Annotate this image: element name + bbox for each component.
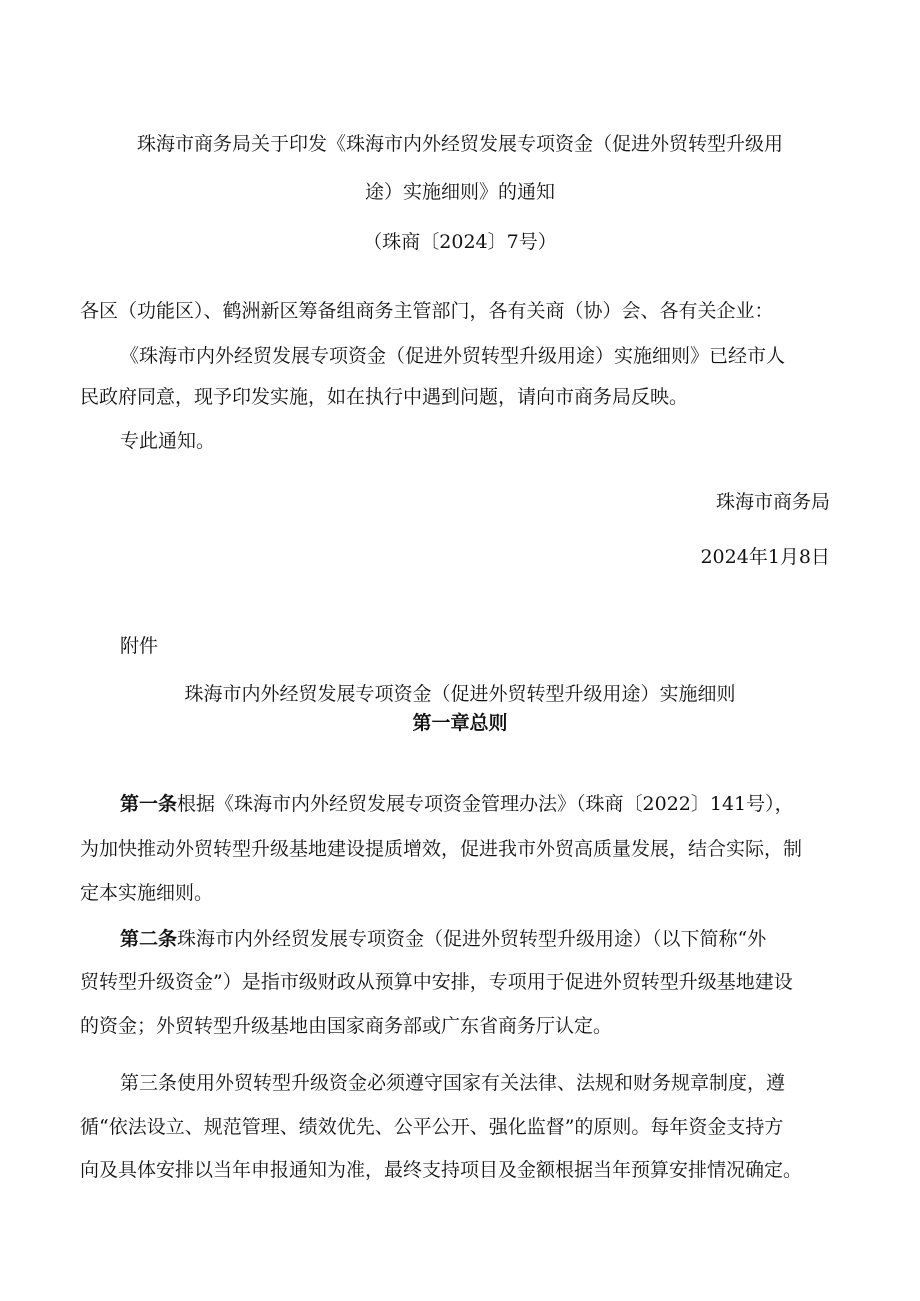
article-1-line-3: 定本实施细则。 xyxy=(80,882,214,904)
attachment-label: 附件 xyxy=(120,635,159,657)
notice-body-line-1: 《珠海市内外经贸发展专项资金（促进外贸转型升级用途）实施细则》已经市人 xyxy=(120,345,786,367)
article-2-line-2: 贸转型升级资金”）是指市级财政从预算中安排，专项用于促进外贸转型升级基地建设 xyxy=(80,971,793,993)
article-2-label: 第二条 xyxy=(120,928,178,950)
article-2-line-3: 的资金；外贸转型升级基地由国家商务部或广东省商务厅认定。 xyxy=(80,1015,613,1037)
notice-title-line-1: 珠海市商务局关于印发《珠海市内外经贸发展专项资金（促进外贸转型升级用 xyxy=(136,133,783,155)
article-3-line-2: 循“依法设立、规范管理、绩效优先、公平公开、强化监督”的原则。每年资金支持方 xyxy=(80,1116,784,1138)
document-number: （珠商〔2024〕7号） xyxy=(363,231,557,253)
article-3-line-1: 第三条使用外贸转型升级资金必须遵守国家有关法律、法规和财务规章制度，遵 xyxy=(120,1072,786,1094)
article-2-line-1 xyxy=(120,930,766,949)
chapter-heading: 第一章总则 xyxy=(412,712,508,734)
attachment-title: 珠海市内外经贸发展专项资金（促进外贸转型升级用途）实施细则 xyxy=(184,683,736,705)
article-2-text: 珠海市内外经贸发展专项资金（促进外贸转型升级用途）（以下简称“外 xyxy=(177,928,767,950)
issue-date: 2024年1月8日 xyxy=(700,546,830,568)
signature: 珠海市商务局 xyxy=(715,491,830,513)
article-1-line-2: 为加快推动外贸转型升级基地建设提质增效，促进我市外贸高质量发展，结合实际，制 xyxy=(80,838,803,860)
article-1-line-1 xyxy=(120,795,794,814)
closing-text: 专此通知。 xyxy=(120,430,216,452)
notice-title-line-2: 途）实施细则》的通知 xyxy=(364,181,555,203)
article-3-line-3: 向及具体安排以当年申报通知为准，最终支持项目及金额根据当年预算安排情况确定。 xyxy=(80,1159,803,1181)
notice-body-line-2: 民政府同意，现予印发实施，如在执行中遇到问题，请向市商务局反映。 xyxy=(80,386,689,408)
article-1-text: 根据《珠海市内外经贸发展专项资金管理办法》（珠商〔2022〕141号）， xyxy=(177,793,794,815)
article-1-label: 第一条 xyxy=(120,793,178,815)
addressee: 各区（功能区）、鹤洲新区筹备组商务主管部门，各有关商（协）会、各有关企业： xyxy=(80,300,774,322)
